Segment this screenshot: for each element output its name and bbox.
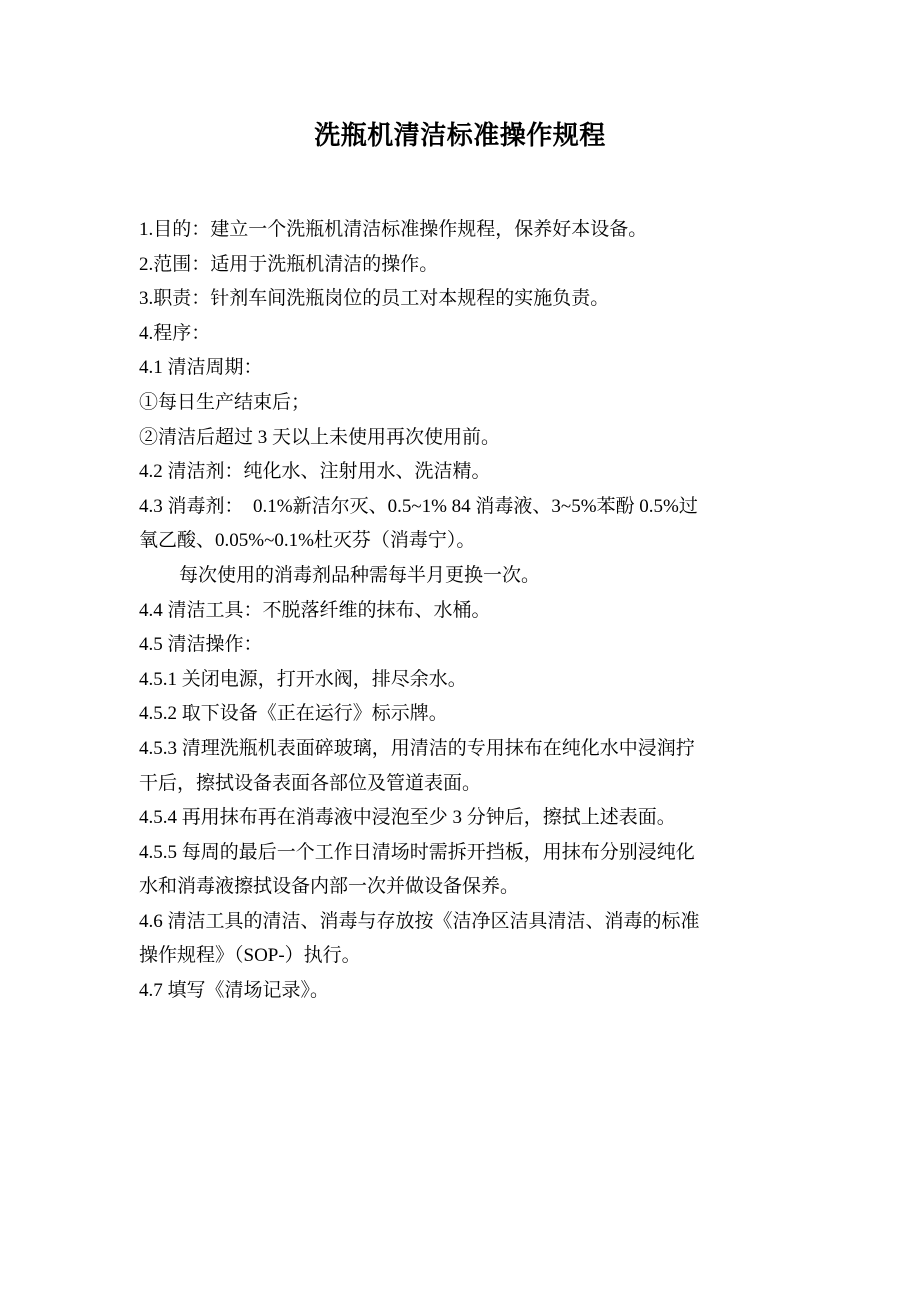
step-4-7: 4.7 填写《清场记录》。 <box>139 980 330 1002</box>
step-4-5-2: 4.5.2 取下设备《正在运行》标示牌。 <box>139 703 448 725</box>
cleaning-cycle-item-2: ②清洁后超过 3 天以上未使用再次使用前。 <box>139 426 501 448</box>
cleaning-operation-heading: 4.5 清洁操作： <box>139 634 263 656</box>
document-title: 洗瓶机清洁标准操作规程 <box>314 121 606 151</box>
cleaning-tools-line: 4.4 清洁工具：不脱落纤维的抹布、水桶。 <box>139 599 491 621</box>
step-4-5-5-line-2: 水和消毒液擦拭设备内部一次并做设备保养。 <box>139 876 520 898</box>
step-4-6-line-1: 4.6 清洁工具的清洁、消毒与存放按《洁净区洁具清洁、消毒的标准 <box>139 910 700 932</box>
step-4-6-line-2: 操作规程》（SOP-）执行。 <box>139 945 361 967</box>
step-4-5-3-line-2: 干后，擦拭设备表面各部位及管道表面。 <box>139 772 482 794</box>
step-4-5-1: 4.5.1 关闭电源，打开水阀，排尽余水。 <box>139 668 467 690</box>
scope-line: 2.范围：适用于洗瓶机清洁的操作。 <box>139 253 439 275</box>
cleaning-cycle-item-1: ①每日生产结束后； <box>139 391 311 413</box>
cleaning-agent-line: 4.2 清洁剂：纯化水、注射用水、洗洁精。 <box>139 461 491 483</box>
disinfectant-rotation-note: 每次使用的消毒剂品种需每半月更换一次。 <box>179 564 541 586</box>
step-4-5-5-line-1: 4.5.5 每周的最后一个工作日清场时需拆开挡板，用抹布分别浸纯化 <box>139 841 695 863</box>
purpose-line: 1.目的：建立一个洗瓶机清洁标准操作规程，保养好本设备。 <box>139 219 648 240</box>
disinfectant-line-1: 4.3 消毒剂： 0.1%新洁尔灭、0.5~1% 84 消毒液、3~5%苯酚 0.5%过 <box>139 495 698 517</box>
step-4-5-4: 4.5.4 再用抹布再在消毒液中浸泡至少 3 分钟后，擦拭上述表面。 <box>139 807 676 829</box>
step-4-5-3-line-1: 4.5.3 清理洗瓶机表面碎玻璃，用清洁的专用抹布在纯化水中浸润拧 <box>139 737 695 759</box>
cleaning-cycle-heading: 4.1 清洁周期： <box>139 357 263 379</box>
procedure-heading: 4.程序： <box>139 322 211 344</box>
document-body <box>139 213 784 1009</box>
disinfectant-line-2: 氧乙酸、0.05%~0.1%杜灭芬（消毒宁）。 <box>139 530 476 552</box>
responsibility-line: 3.职责：针剂车间洗瓶岗位的员工对本规程的实施负责。 <box>139 288 610 310</box>
